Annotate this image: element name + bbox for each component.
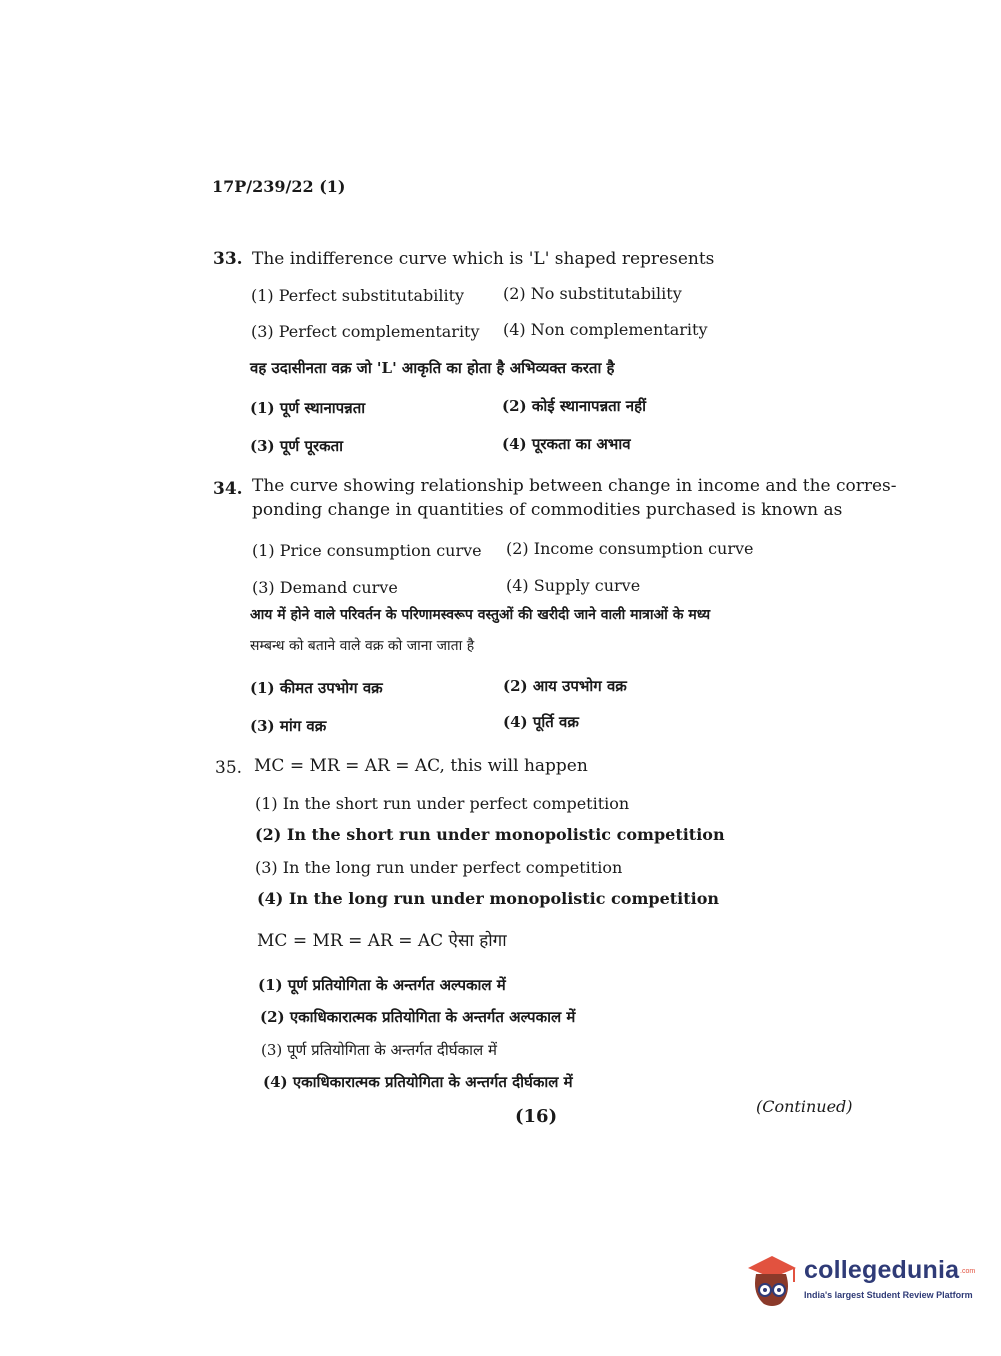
q34-option-4: (4) Supply curve xyxy=(506,576,641,595)
brand-tm: .com xyxy=(960,1268,976,1275)
page-number: (16) xyxy=(515,1106,558,1127)
q35-number: 35. xyxy=(215,758,243,778)
q35-hindi-option-4: (4) एकाधिकारात्मक प्रतियोगिता के अन्तर्गत दीर्घकाल में xyxy=(263,1073,573,1091)
q33-option-3: (3) Perfect complementarity xyxy=(251,322,480,341)
q33-hindi-option-3: (3) पूर्ण पूरकता xyxy=(250,437,344,455)
q35-hindi-option-2: (2) एकाधिकारात्मक प्रतियोगिता के अन्तर्गत अल्पकाल में xyxy=(260,1008,576,1026)
brand-tagline: India's largest Student Review Platform xyxy=(804,1290,973,1300)
mascot-icon xyxy=(742,1250,800,1312)
q34-text-line2: ponding change in quantities of commodities purchased is known as xyxy=(252,500,843,520)
q34-hindi-option-3: (3) मांग वक्र xyxy=(250,717,327,735)
q34-hindi-text-line2: सम्बन्ध को बताने वाले वक्र को जाना जाता है xyxy=(250,638,475,654)
brand-name: collegedunia xyxy=(804,1256,960,1284)
q33-hindi-option-1: (1) पूर्ण स्थानापन्नता xyxy=(250,399,366,417)
paper-code: 17P/239/22 (1) xyxy=(212,177,346,196)
q35-hindi-option-1: (1) पूर्ण प्रतियोगिता के अन्तर्गत अल्पकाल में xyxy=(258,976,506,994)
q35-option-2: (2) In the short run under monopolistic competition xyxy=(255,825,725,844)
q35-option-3: (3) In the long run under perfect competition xyxy=(255,858,623,877)
continued-label: (Continued) xyxy=(756,1097,853,1116)
q34-hindi-option-2: (2) आय उपभोग वक्र xyxy=(503,677,627,695)
q33-text: The indifference curve which is 'L' shaped represents xyxy=(252,249,715,269)
q33-number: 33. xyxy=(213,249,243,269)
q35-hindi-option-3: (3) पूर्ण प्रतियोगिता के अन्तर्गत दीर्घकाल में xyxy=(261,1041,497,1059)
q35-hindi-text: MC = MR = AR = AC ऐसा होगा xyxy=(257,931,507,951)
q33-option-4: (4) Non complementarity xyxy=(503,320,708,339)
q34-hindi-text-line1: आय में होने वाले परिवर्तन के परिणामस्वरूप वस्तुओं की खरीदी जाने वाली मात्राओं के मध्य xyxy=(250,607,711,623)
q34-number: 34. xyxy=(213,479,243,499)
q35-option-4: (4) In the long run under monopolistic competition xyxy=(257,889,720,908)
q33-hindi-text: वह उदासीनता वक्र जो 'L' आकृति का होता है अभिव्यक्त करता है xyxy=(250,359,615,377)
q34-hindi-option-4: (4) पूर्ति वक्र xyxy=(503,713,579,731)
q33-hindi-option-2: (2) कोई स्थानापन्नता नहीं xyxy=(502,397,646,415)
q34-hindi-option-1: (1) कीमत उपभोग वक्र xyxy=(250,679,383,697)
q35-option-1: (1) In the short run under perfect competition xyxy=(255,794,630,813)
q35-text: MC = MR = AR = AC, this will happen xyxy=(254,756,588,776)
q33-option-2: (2) No substitutability xyxy=(503,284,682,303)
q33-option-1: (1) Perfect substitutability xyxy=(251,286,465,305)
q34-option-2: (2) Income consumption curve xyxy=(506,539,754,558)
collegedunia-logo xyxy=(742,1250,976,1320)
q34-option-1: (1) Price consumption curve xyxy=(252,541,482,560)
q33-hindi-option-4: (4) पूरकता का अभाव xyxy=(502,435,631,453)
q34-text-line1: The curve showing relationship between change in income and the corres- xyxy=(252,476,897,496)
q34-option-3: (3) Demand curve xyxy=(252,578,398,597)
